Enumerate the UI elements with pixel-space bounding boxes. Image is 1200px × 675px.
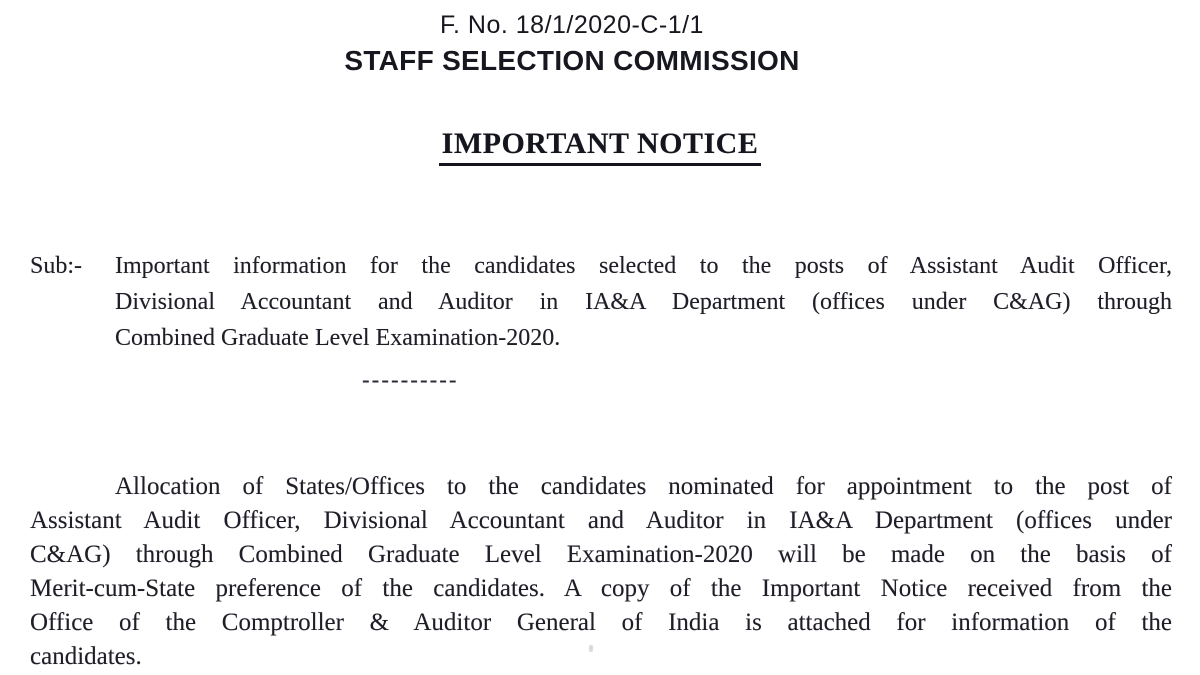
text-line: Office of the Comptroller & Auditor General of India is attached for information of the xyxy=(30,609,1172,636)
scan-artifact xyxy=(589,645,593,652)
text-line: Combined Graduate Level Examination-2020. xyxy=(115,325,561,351)
notice-title-row xyxy=(0,126,1200,166)
text-line: Divisional Accountant and Auditor in IA&A Department (offices under C&AG) through xyxy=(115,289,1172,315)
text-line: Important information for the candidates selected to the posts of Assistant Audit Officer, xyxy=(115,253,1172,279)
document-header xyxy=(0,0,1172,78)
text-line: Allocation of States/Offices to the candidates nominated for appointment to the post of xyxy=(115,473,1172,500)
separator-dashes: ---------- xyxy=(362,367,459,392)
subject-label: Sub:- xyxy=(30,253,83,279)
notice-title: IMPORTANT NOTICE xyxy=(439,126,762,166)
organization-name: STAFF SELECTION COMMISSION xyxy=(344,45,800,76)
text-line: Assistant Audit Officer, Divisional Accountant and Auditor in IA&A Department (offices under xyxy=(30,507,1172,534)
subject-text xyxy=(115,248,1172,356)
subject-block xyxy=(30,248,1172,356)
body-paragraph xyxy=(30,470,1172,674)
file-number: F. No. 18/1/2020-C-1/1 xyxy=(440,11,704,39)
text-line: C&AG) through Combined Graduate Level Examination-2020 will be made on the basis of xyxy=(30,541,1172,568)
text-line: candidates. xyxy=(30,643,142,670)
text-line: Merit-cum-State preference of the candidates. A copy of the Important Notice received from the xyxy=(30,575,1172,602)
